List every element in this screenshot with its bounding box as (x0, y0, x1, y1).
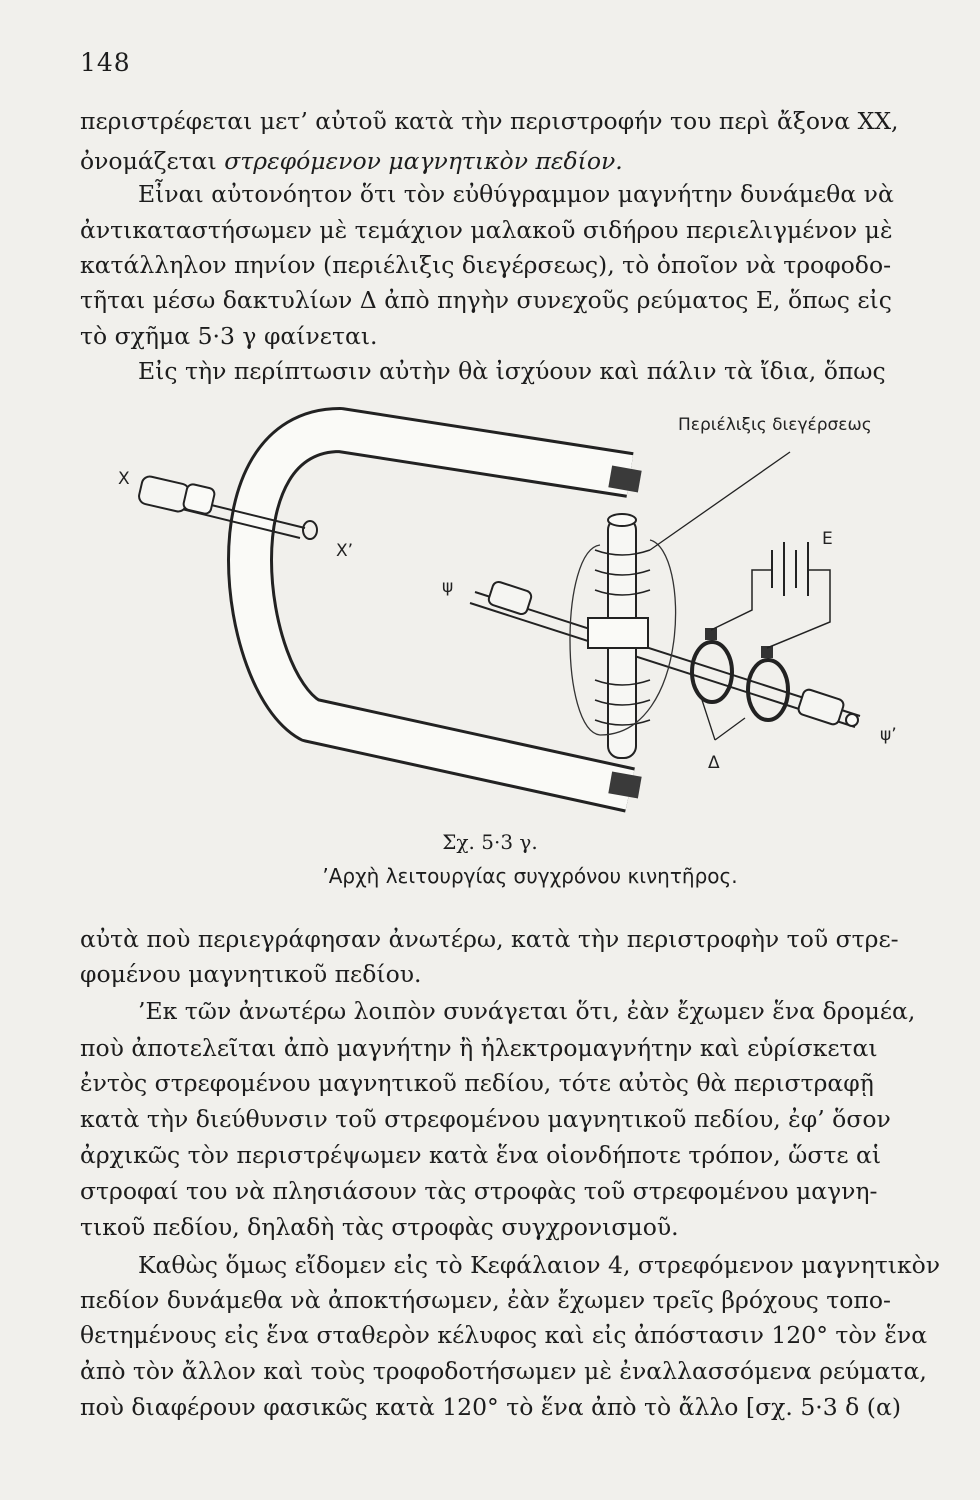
text-line: ποὺ ἀποτελεῖται ἀπὸ μαγνήτην ἢ ἠλεκτρομαγνήτην καὶ εὑρίσκεται (80, 1034, 878, 1062)
emphasized-term: στρεφόμενον μαγνητικὸν πεδίον. (224, 147, 623, 175)
label-excitation: Περιέλιξις διεγέρσεως (678, 415, 872, 435)
figure-caption: ’Αρχὴ λειτουργίας συγχρόνου κινητῆρος. (322, 864, 738, 888)
magnet-shaft-hole (303, 521, 317, 539)
text-line: θετημένους εἰς ἕνα σταθερὸν κέλυφος καὶ εἰς ἀπόστασιν 120° τὸν ἕνα (80, 1321, 928, 1349)
text-line: Καθὼς ὅμως εἴδομεν εἰς τὸ Κεφάλαιον 4, στρεφόμενον μαγνητικὸν (138, 1251, 941, 1279)
text-line: τῆται μέσω δακτυλίων Δ ἀπὸ πηγὴν συνεχοῦς ρεύματος Ε, ὅπως εἰς (80, 286, 892, 314)
text-line: τὸ σχῆμα 5·3 γ φαίνεται. (80, 322, 378, 350)
label-e: Ε (822, 529, 833, 549)
slip-rings (692, 628, 788, 720)
text-line: πεδίον δυνάμεθα νὰ ἀποκτήσωμεν, ἐὰν ἔχωμεν τρεῖς βρόχους τοπο- (80, 1286, 891, 1314)
leader-excitation (650, 452, 790, 550)
dc-source (711, 542, 830, 648)
text-line: Εἶναι αὐτονόητον ὅτι τὸν εὐθύγραμμον μαγνήτην δυνάμεθα νὰ (138, 180, 894, 208)
text-line: ’Εκ τῶν ἀνωτέρω λοιπὸν συνάγεται ὅτι, ἐὰν ἔχωμεν ἕνα δρομέα, (138, 997, 916, 1025)
text-line: φομένου μαγνητικοῦ πεδίου. (80, 960, 422, 988)
text-span: ὀνομάζεται (80, 147, 217, 175)
text-line: κατάλληλον πηνίον (περιέλιξις διεγέρσεως), τὸ ὁποῖον νὰ τροφοδο- (80, 251, 892, 279)
text-line: Εἰς τὴν περίπτωσιν αὐτὴν θὰ ἰσχύουν καὶ πάλιν τὰ ἴδια, ὅπως (138, 357, 886, 385)
leader-delta-b (715, 718, 745, 740)
leader-delta-a (702, 700, 715, 740)
motor-diagram (90, 400, 950, 820)
text-line: ἀρχικῶς τὸν περιστρέψωμεν κατὰ ἕνα οἱονδήποτε τρόπον, ὥστε αἱ (80, 1141, 882, 1169)
text-line: ἀπὸ τὸν ἄλλον καὶ τοὺς τροφοδοτήσωμεν μὲ ἐναλλασσόμενα ρεύματα, (80, 1357, 927, 1385)
label-x: Χ (118, 469, 130, 489)
label-psi-prime: ψ’ (880, 725, 897, 745)
text-line: αὐτὰ ποὺ περιεγράφησαν ἀνωτέρω, κατὰ τὴν περιστροφὴν τοῦ στρε- (80, 925, 899, 953)
label-psi: ψ (442, 577, 454, 597)
label-x-prime: Χ’ (336, 541, 354, 561)
figure-synchronous-motor (90, 400, 950, 820)
text-line: ἐντὸς στρεφομένου μαγνητικοῦ πεδίου, τότε αὐτὸς θὰ περιστραφῇ (80, 1069, 874, 1097)
psi-shaft (470, 580, 860, 727)
page-number: 148 (80, 48, 131, 77)
text-line: περιστρέφεται μετ’ αὐτοῦ κατὰ τὴν περιστροφήν του περὶ ἄξονα ΧΧ, (80, 107, 899, 135)
text-line: τικοῦ πεδίου, δηλαδὴ τὰς στροφὰς συγχρονισμοῦ. (80, 1213, 679, 1241)
u-magnet-face (250, 430, 630, 790)
text-line: στροφαί του νὰ πλησιάσουν τὰς στροφὰς τοῦ στρεφομένου μαγνη- (80, 1177, 878, 1205)
text-line: ποὺ διαφέρουν φασικῶς κατὰ 120° τὸ ἕνα ἀπὸ τὸ ἄλλο [σχ. 5·3 δ (α) (80, 1393, 901, 1421)
text-line (80, 147, 623, 175)
text-line: ἀντικαταστήσωμεν μὲ τεμάχιον μαλακοῦ σιδήρου περιελιγμένον μὲ (80, 216, 893, 244)
rotor-pole (570, 514, 676, 758)
text-line: κατὰ τὴν διεύθυνσιν τοῦ στρεφομένου μαγνητικοῦ πεδίου, ἐφ’ ὅσον (80, 1105, 891, 1133)
label-delta: Δ (708, 753, 720, 773)
figure-number: Σχ. 5·3 γ. (442, 830, 538, 854)
